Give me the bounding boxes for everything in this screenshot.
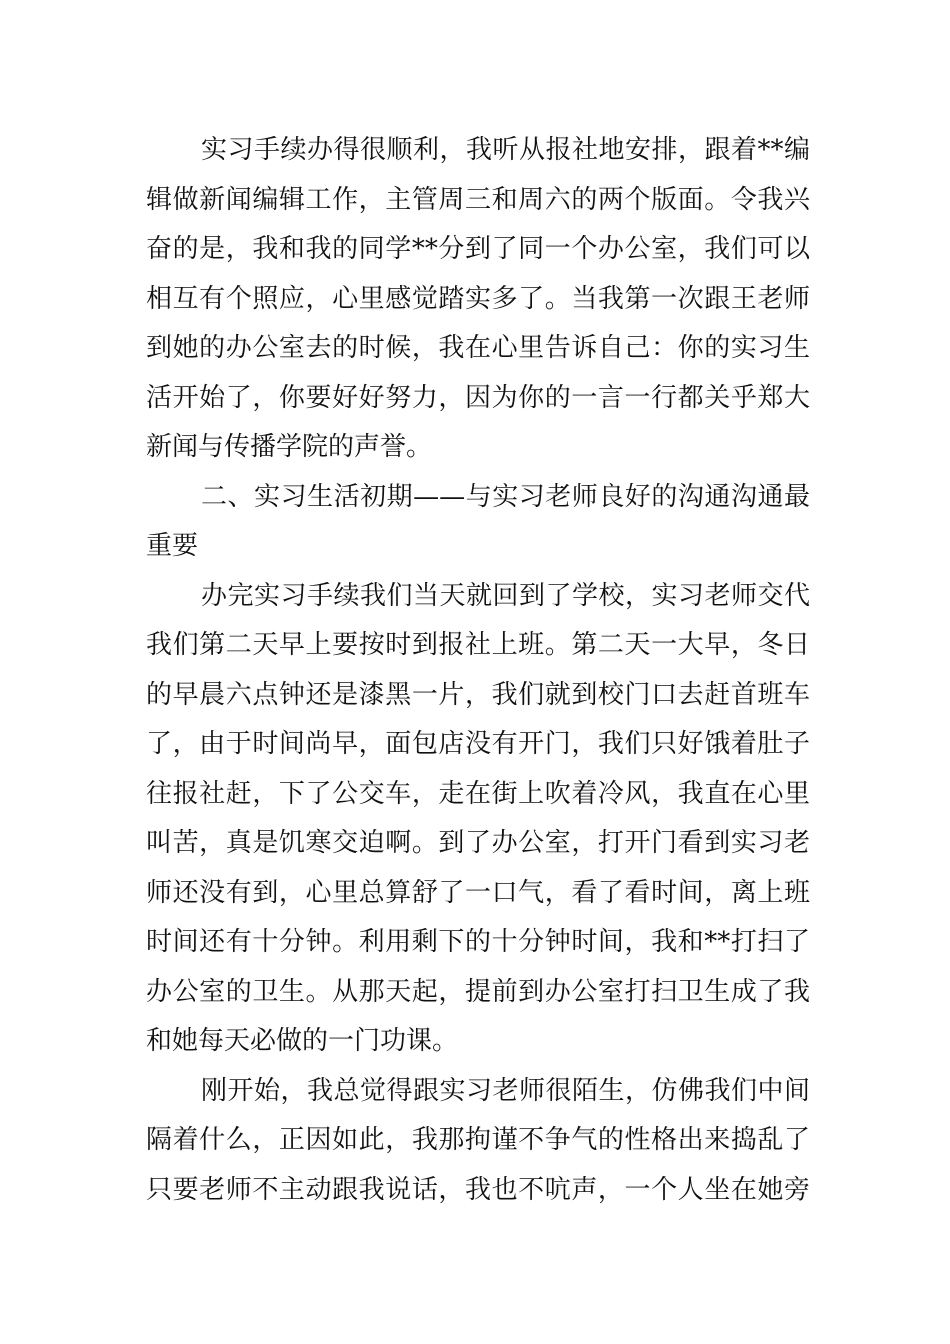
- heading-line: 二、实习生活初期——与实习老师良好的沟通沟通最: [201, 481, 810, 512]
- text-line: 隔着什么，正因如此，我那拘谨不争气的性格出来捣乱了: [146, 1125, 810, 1155]
- text-line: 到她的办公室去的时候，我在心里告诉自己：你的实习生: [146, 333, 810, 363]
- text-line: 活开始了，你要好好努力，因为你的一言一行都关乎郑大: [146, 382, 810, 413]
- heading-line: 重要: [146, 531, 199, 561]
- text-line: 奋的是，我和我的同学**分到了同一个办公室，我们可以: [146, 234, 810, 264]
- text-line: 新闻与传播学院的声誉。: [146, 432, 433, 462]
- paragraph-3: [146, 1067, 810, 1216]
- text-line: 时间还有十分钟。利用剩下的十分钟时间，我和**打扫了: [146, 927, 810, 957]
- paragraph-1: [146, 126, 810, 473]
- body-text: [146, 126, 810, 1215]
- text-line: 办完实习手续我们当天就回到了学校，实习老师交代: [201, 580, 810, 611]
- text-line: 只要老师不主动跟我说话，我也不吭声，一个人坐在她旁: [146, 1174, 810, 1205]
- text-line: 实习手续办得很顺利，我听从报社地安排，跟着**编: [201, 135, 810, 165]
- text-line: 往报社赶，下了公交车，走在街上吹着冷风，我直在心里: [146, 778, 810, 809]
- text-line: 师还没有到，心里总算舒了一口气，看了看时间，离上班: [146, 877, 810, 908]
- text-line: 了，由于时间尚早，面包店没有开门，我们只好饿着肚子: [146, 729, 810, 759]
- text-line: 相互有个照应，心里感觉踏实多了。当我第一次跟王老师: [146, 283, 810, 314]
- text-line: 的早晨六点钟还是漆黑一片，我们就到校门口去赶首班车: [146, 679, 810, 710]
- text-line: 和她每天必做的一门功课。: [146, 1026, 459, 1056]
- section-heading: [146, 473, 810, 572]
- text-line: 办公室的卫生。从那天起，提前到办公室打扫卫生成了我: [146, 976, 810, 1007]
- text-line: 刚开始，我总觉得跟实习老师很陌生，仿佛我们中间: [201, 1075, 810, 1106]
- paragraph-2: [146, 572, 810, 1067]
- text-line: 叫苦，真是饥寒交迫啊。到了办公室，打开门看到实习老: [146, 828, 810, 858]
- text-line: 辑做新闻编辑工作，主管周三和周六的两个版面。令我兴: [146, 184, 810, 215]
- text-line: 我们第二天早上要按时到报社上班。第二天一大早，冬日: [146, 630, 810, 660]
